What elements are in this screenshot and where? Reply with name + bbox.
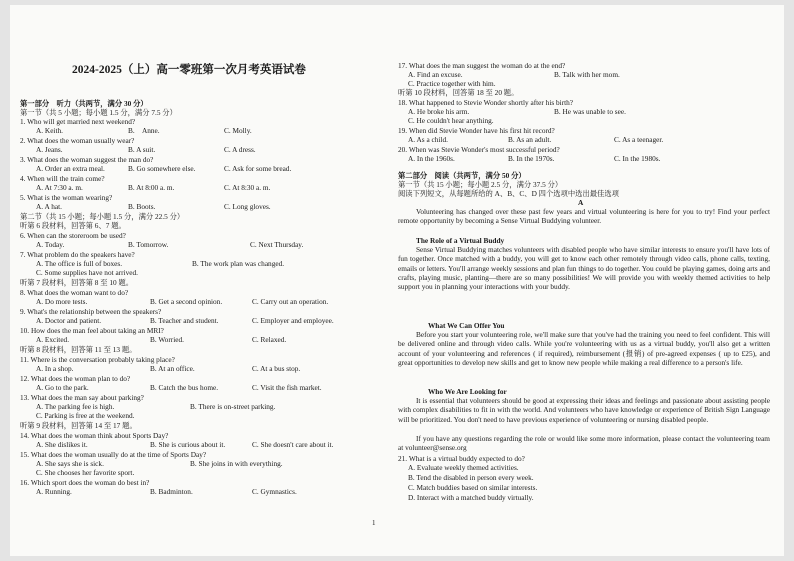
reading-instruction: 阅读下列短文，从每题所给的 A、B、C、D 四个选项中选出最佳选项 [398, 189, 619, 198]
question-stem: 7. What problem do the speakers have? [20, 250, 135, 259]
passage-paragraph: Volunteering has changed over these past few years and virtual volunteering is here for you to try! Find your perfect remote opportunity by becoming a Sense Virtual Buddying volunteer. [398, 207, 770, 226]
passage-label: A [578, 198, 584, 207]
option-b: B. A suit. [128, 145, 156, 154]
option-b: B. In the 1970s. [508, 154, 555, 163]
question-stem: 16. Which sport does the woman do best in? [20, 478, 150, 487]
option-d: D. Interact with a matched buddy virtually. [408, 493, 534, 502]
option-a: A. Go to the park. [36, 383, 89, 392]
passage-subheading: What We Can Offer You [428, 321, 505, 330]
option-a: A. Do more tests. [36, 297, 88, 306]
option-b: B. Talk with her mom. [554, 70, 620, 79]
option-b: B. Teacher and student. [150, 316, 219, 325]
option-b: B. Tend the disabled in person every week. [408, 473, 534, 482]
option-c: C. As a teenager. [614, 135, 664, 144]
option-a: A. Order an extra meal. [36, 164, 105, 173]
option-c: C. Next Thursday. [250, 240, 304, 249]
option-c: C. Ask for some bread. [224, 164, 292, 173]
passage-paragraph: Sense Virtual Buddying matches volunteers with disabled people who have similar interests to ensure you'll have lots of fun together. Once matched with a buddy, you will get to know each other remotely through video calls, phone calls, texting, emails or letters. You'll arrange weekly sessions and plan fun things to do together. You could be playing games, doing arts and crafts, playing music, planting—there are so many possibilities! We will provide you with weekly themed activities to help support you in planning your interactions with your buddy. [398, 245, 770, 292]
option-a: A. Excited. [36, 335, 70, 344]
option-b: B. There is on-street parking. [190, 402, 276, 411]
option-b: B. Catch the bus home. [150, 383, 219, 392]
option-a: A. A hat. [36, 202, 62, 211]
option-c: C. Match buddies based on similar interests. [408, 483, 538, 492]
section1-heading: 第一节（共 5 小题；每小题 1.5 分，满分 7.5 分） [20, 108, 177, 117]
option-c: C. She chooses her favorite sport. [36, 468, 135, 477]
question-stem: 12. What does the woman plan to do? [20, 374, 131, 383]
option-b: B. Go somewhere else. [128, 164, 196, 173]
question-stem: 2. What does the woman usually wear? [20, 136, 135, 145]
option-c: C. Visit the fish market. [252, 383, 322, 392]
question-stem: 10. How does the man feel about taking an MRI? [20, 326, 164, 335]
option-c: C. Practice together with him. [408, 79, 496, 88]
exam-title: 2024-2025（上）高一零班第一次月考英语试卷 [72, 64, 306, 76]
option-a: A. At 7:30 a. m. [36, 183, 83, 192]
option-a: A. Running. [36, 487, 72, 496]
option-b: B. She is curious about it. [150, 440, 226, 449]
option-a: A. The parking fee is high. [36, 402, 115, 411]
option-c: C. A dress. [224, 145, 256, 154]
option-b: B. As an adult. [508, 135, 552, 144]
question-stem: 4. When will the train come? [20, 174, 105, 183]
option-c: C. Relaxed. [252, 335, 287, 344]
question-stem: 15. What does the woman usually do at the time of Sports Day? [20, 450, 207, 459]
option-b: B. Get a second opinion. [150, 297, 223, 306]
option-b: B. Anne. [128, 126, 160, 135]
part1-heading: 第一部分 听力（共两节，满分 30 分） [20, 99, 148, 108]
passage-paragraph: If you have any questions regarding the role or would like some more information, please contact the volunteering team at volunteer@sense.org [398, 434, 770, 453]
option-a: A. He broke his arm. [408, 107, 470, 116]
option-c: C. Molly. [224, 126, 252, 135]
passage-paragraph: Before you start your volunteering role, we'll make sure that you've had the training you need to feel confident. This will be delivered online and through video calls. While you're volunteering with us as a virtual buddy, you'll also get a written account of your volunteering and references ( if required), reimbursement (报销) of pre-agreed expenses ( up to £25), and great opportunities to develop new skills and get to know new people while making a real difference to a person's life. [398, 330, 770, 367]
question-stem: 20. When was Stevie Wonder's most successful period? [398, 145, 560, 154]
option-a: A. Today. [36, 240, 65, 249]
option-a: A. Jeans. [36, 145, 63, 154]
option-b: B. At an office. [150, 364, 195, 373]
question-stem: 21. What is a virtual buddy expected to do? [398, 454, 525, 463]
option-a: A. Find an excuse. [408, 70, 463, 79]
option-b: B. She joins in with everything. [190, 459, 283, 468]
option-b: B. Tomorrow. [128, 240, 169, 249]
part2-heading: 第二部分 阅读（共两节，满分 50 分） [398, 171, 526, 180]
question-stem: 8. What does the woman want to do? [20, 288, 129, 297]
option-a: A. She says she is sick. [36, 459, 104, 468]
option-a: A. Evaluate weekly themed activities. [408, 463, 519, 472]
question-stem: 17. What does the man suggest the woman do at the end? [398, 61, 566, 70]
option-c: C. At a bus stop. [252, 364, 301, 373]
material-instruction: 听第 10 段材料，回答第 18 至 20 题。 [398, 88, 519, 97]
option-a: A. In a shop. [36, 364, 74, 373]
option-c: C. She doesn't care about it. [252, 440, 334, 449]
material-instruction: 听第 9 段材料，回答第 14 至 17 题。 [20, 421, 137, 430]
option-b: B. Badminton. [150, 487, 193, 496]
option-c: C. Some supplies have not arrived. [36, 268, 138, 277]
option-a: A. As a child. [408, 135, 448, 144]
option-c: C. He couldn't hear anything. [408, 116, 494, 125]
question-stem: 1. Who will get married next weekend? [20, 117, 136, 126]
material-instruction: 听第 8 段材料，回答第 11 至 13 题。 [20, 345, 137, 354]
option-b: B. Worried. [150, 335, 184, 344]
material-instruction: 听第 7 段材料，回答第 8 至 10 题。 [20, 278, 134, 287]
option-c: C. Long gloves. [224, 202, 271, 211]
option-a: A. The office is full of boxes. [36, 259, 123, 268]
question-stem: 18. What happened to Stevie Wonder shortly after his birth? [398, 98, 574, 107]
question-stem: 5. What is the woman wearing? [20, 193, 113, 202]
passage-paragraph: It is essential that volunteers should be good at expressing their ideas and feelings and passionate about assisting people with complex disabilities to fit in with the world. And volunteers who have knowledge or experience of British Sign Language will be prioritized. You don't need to have previous experience of volunteering or nursing disabled people. [398, 396, 770, 424]
option-c: C. Employer and employee. [252, 316, 334, 325]
option-b: B. He was unable to see. [554, 107, 626, 116]
option-b: B. At 8:00 a. m. [128, 183, 175, 192]
passage-subheading: Who We Are Looking for [428, 387, 507, 396]
option-a: A. Keith. [36, 126, 63, 135]
option-a: A. In the 1960s. [408, 154, 455, 163]
option-a: A. She dislikes it. [36, 440, 88, 449]
exam-page [10, 5, 784, 556]
material-instruction: 听第 6 段材料，回答第 6、7 题。 [20, 221, 126, 230]
question-stem: 3. What does the woman suggest the man do? [20, 155, 154, 164]
option-a: A. Doctor and patient. [36, 316, 102, 325]
page-number: 1 [372, 519, 376, 527]
option-b: B. Boots. [128, 202, 156, 211]
section1-heading: 第一节（共 15 小题；每小题 2.5 分，满分 37.5 分） [398, 180, 563, 189]
question-stem: 11. Where is the conversation probably taking place? [20, 355, 175, 364]
question-stem: 13. What does the man say about parking? [20, 393, 144, 402]
option-c: C. Carry out an operation. [252, 297, 329, 306]
passage-subheading: The Role of a Virtual Buddy [416, 236, 505, 245]
option-c: C. At 8:30 a. m. [224, 183, 271, 192]
question-stem: 19. When did Stevie Wonder have his first hit record? [398, 126, 555, 135]
question-stem: 6. When can the storeroom be used? [20, 231, 126, 240]
option-c: C. Gymnastics. [252, 487, 297, 496]
section2-heading: 第二节（共 15 小题；每小题 1.5 分，满分 22.5 分） [20, 212, 185, 221]
question-stem: 9. What's the relationship between the speakers? [20, 307, 162, 316]
option-b: B. The work plan was changed. [192, 259, 285, 268]
question-stem: 14. What does the woman think about Sports Day? [20, 431, 169, 440]
option-c: C. In the 1980s. [614, 154, 661, 163]
option-c: C. Parking is free at the weekend. [36, 411, 135, 420]
